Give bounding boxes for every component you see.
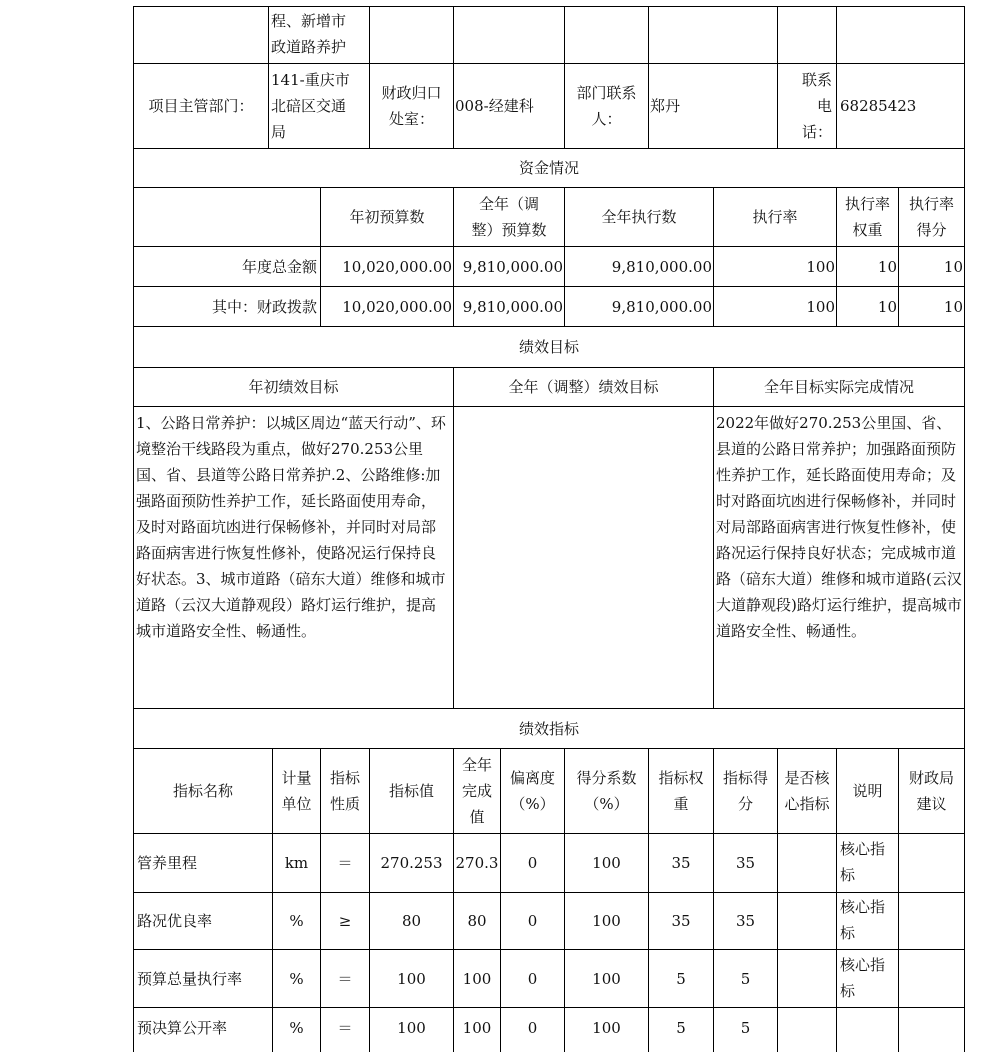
ind-row-advice — [899, 834, 964, 892]
phone-value: 68285423 — [840, 97, 917, 115]
funds-cell: 10 — [943, 297, 963, 316]
ind-row-deviation: 0 — [527, 854, 538, 872]
ind-row-unit: % — [289, 912, 304, 930]
ind-row-note: 核心指 标 — [840, 840, 886, 884]
ind-row-weight: 35 — [671, 912, 691, 930]
ind-row-note: 核心指 标 — [840, 956, 886, 1000]
ind-row-target: 100 — [397, 1019, 426, 1037]
funds-cell: 9,810,000.00 — [462, 257, 563, 276]
ind-row-unit: % — [289, 1019, 304, 1037]
ind-header-weight: 指标权 重 — [658, 769, 704, 813]
ind-header-nature: 指标 性质 — [329, 769, 360, 813]
ind-row-advice — [899, 893, 964, 949]
goals-actual-text: 2022年做好270.253公里国、省、县道的公路日常养护；加强路面预防性养护工作，延长路面使用寿命；及时对路面坑凼进行保畅修补，并同时对局部路面病害进行恢复性修补，使路况运行保持良好状态；完成城市道路（碚东大道）维修和城市道路(云汉大道静观段)路灯运行维护，提高城市道路安全性、畅通性。 — [716, 414, 962, 640]
ind-header-note: 说明 — [852, 782, 883, 800]
dept-label: 项目主管部门： — [148, 97, 254, 115]
goals-initial-text: 1、公路日常养护：以城区周边“蓝天行动”、环境整治干线路段为重点，做好270.253公里国、省、县道等公路日常养护.2、公路维修:加强路面预防性养护工作，延长路面使用寿命，及时对路面坑凼进行保畅修补，并同时对局部路面病害进行恢复性修补，使路况运行保持良好状态。3、城市道路（碚东大道）维修和城市道路（云汉大道静观段）路灯运行维护，提高城市道路安全性、畅通性。 — [136, 414, 446, 640]
ind-row-name: 预算总量执行率 — [137, 969, 243, 988]
funds-cell: 10,020,000.00 — [342, 257, 452, 276]
goals-section-title: 绩效目标 — [518, 338, 579, 356]
funds-cell: 9,810,000.00 — [611, 297, 712, 316]
phone-label: 联系 电 话： — [801, 71, 832, 141]
ind-row-target: 80 — [401, 912, 422, 930]
funds-header-score: 执行率 得分 — [908, 195, 954, 239]
ind-row-name: 路况优良率 — [137, 912, 213, 930]
funds-header-weight: 执行率 权重 — [844, 195, 890, 239]
ind-row-target: 270.253 — [380, 854, 443, 872]
funds-cell: 100 — [806, 257, 835, 276]
ind-row-score: 5 — [740, 1019, 751, 1037]
goals-header-actual: 全年目标实际完成情况 — [763, 378, 914, 396]
funds-section-title: 资金情况 — [518, 159, 579, 177]
ind-row-actual: 270.3 — [455, 854, 499, 872]
funds-row-label: 年度总金额 — [241, 257, 317, 276]
ind-row-name: 管养里程 — [137, 854, 198, 872]
finance-value: 008-经建科 — [455, 97, 534, 115]
ind-row-advice — [899, 1008, 964, 1048]
ind-row-nature: ＝ — [337, 969, 353, 988]
dept-value: 141-重庆市 北碚区交通 局 — [271, 71, 350, 141]
ind-header-score: 指标得 分 — [722, 769, 768, 813]
ind-row-unit: % — [289, 969, 304, 988]
contact-value: 郑丹 — [650, 97, 681, 115]
ind-row-score: 35 — [735, 854, 756, 872]
ind-row-coef: 100 — [592, 969, 621, 988]
indicators-section-title: 绩效指标 — [518, 719, 579, 738]
ind-row-core — [778, 834, 836, 892]
goals-header-initial: 年初绩效目标 — [248, 378, 339, 396]
ind-row-unit: km — [284, 854, 309, 872]
ind-row-coef: 100 — [592, 912, 621, 930]
ind-row-deviation: 0 — [527, 912, 538, 930]
ind-row-coef: 100 — [592, 854, 621, 872]
ind-row-actual: 100 — [462, 1019, 492, 1037]
ind-row-weight: 5 — [676, 1019, 686, 1037]
ind-row-core — [778, 1008, 836, 1048]
funds-cell: 100 — [806, 297, 835, 316]
ind-header-actual: 全年 完成 值 — [461, 756, 492, 826]
funds-cell: 9,810,000.00 — [462, 297, 563, 316]
ind-header-unit: 计量 单位 — [281, 769, 312, 813]
funds-header-adjusted: 全年（调 整）预算数 — [471, 195, 547, 239]
funds-header-rate: 执行率 — [752, 208, 798, 226]
ind-row-core — [778, 950, 836, 1007]
ind-row-weight: 35 — [671, 854, 691, 872]
ind-row-coef: 100 — [592, 1019, 621, 1037]
ind-row-deviation: 0 — [527, 969, 538, 988]
funds-cell: 9,810,000.00 — [611, 257, 712, 276]
ind-header-advice: 财政局 建议 — [908, 769, 954, 813]
funds-cell: 10 — [877, 297, 897, 316]
ind-row-target: 100 — [397, 969, 426, 988]
ind-row-actual: 80 — [467, 912, 487, 930]
ind-header-core: 是否核 心指标 — [784, 769, 830, 813]
ind-row-nature: ＝ — [337, 854, 353, 872]
ind-header-name: 指标名称 — [172, 782, 233, 800]
funds-cell: 10,020,000.00 — [342, 297, 452, 316]
funds-row-label: 其中：财政拨款 — [211, 297, 317, 316]
ind-row-deviation: 0 — [527, 1019, 538, 1037]
ind-row-weight: 5 — [676, 969, 686, 988]
ind-header-target: 指标值 — [388, 782, 434, 800]
funds-header-initial: 年初预算数 — [349, 208, 425, 226]
ind-row-score: 35 — [735, 912, 756, 930]
ind-row-score: 5 — [740, 969, 751, 988]
ind-row-core — [778, 893, 836, 949]
ind-row-name: 预决算公开率 — [137, 1019, 228, 1037]
ind-row-actual: 100 — [462, 969, 492, 988]
ind-row-nature: ≥ — [338, 912, 352, 930]
ind-row-note: 核心指 标 — [840, 898, 886, 942]
ind-row-note — [837, 1008, 898, 1048]
project-name-tail: 程、新增市 政道路养护 — [271, 12, 347, 56]
ind-row-nature: ＝ — [337, 1019, 353, 1037]
ind-row-advice — [899, 950, 964, 1007]
funds-cell: 10 — [943, 257, 963, 276]
ind-header-coef: 得分系数 （%） — [576, 769, 637, 813]
funds-cell: 10 — [877, 257, 897, 276]
ind-header-deviation: 偏离度 （%） — [509, 769, 555, 813]
funds-header-executed: 全年执行数 — [601, 208, 677, 226]
contact-label: 部门联系 人： — [576, 84, 637, 128]
goals-header-adjusted: 全年（调整）绩效目标 — [508, 378, 659, 396]
finance-label: 财政归口 处室： — [381, 84, 442, 128]
